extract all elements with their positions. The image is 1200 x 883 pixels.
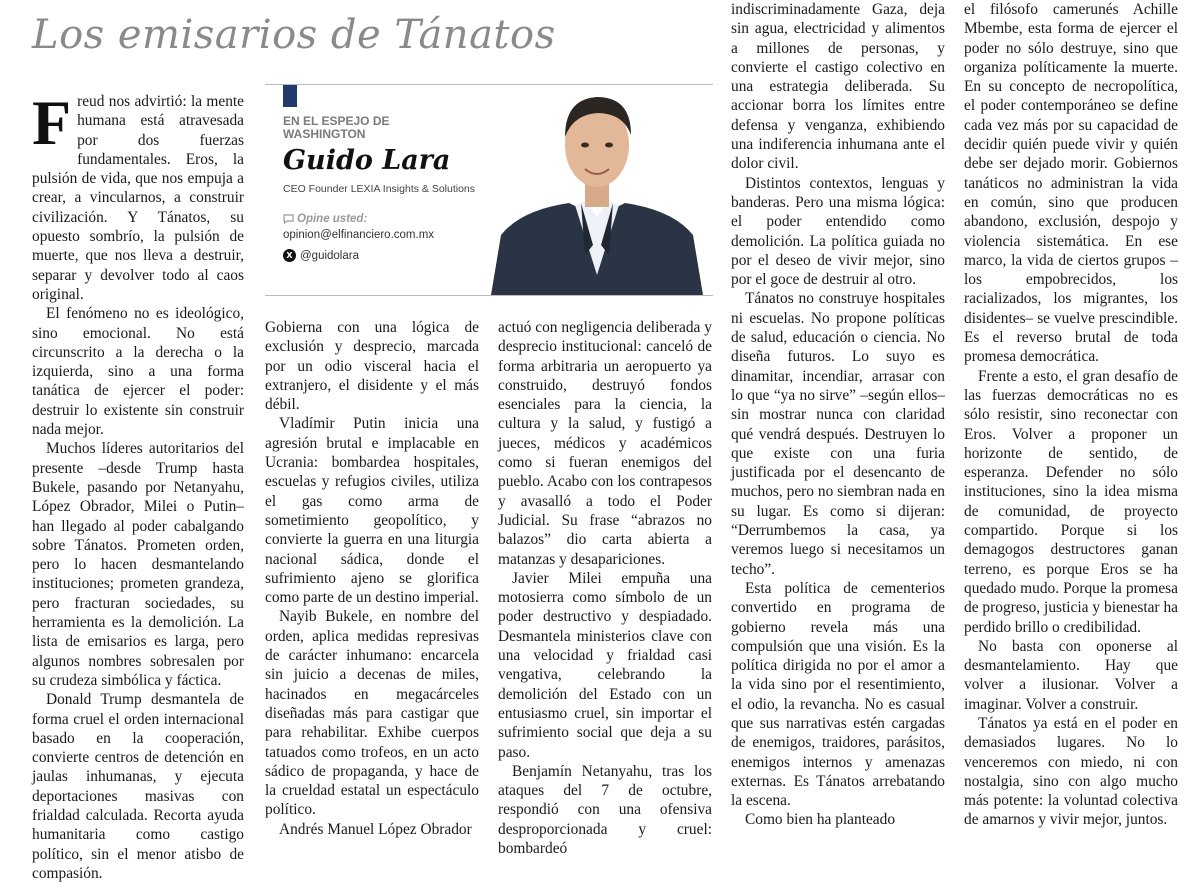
paragraph: Muchos líderes autoritarios del presente –desde Trump hasta Bukele, pasando por Netanyahu, López Obrador, Milei o Putin– han llegado al poder cabalgando sobre Tánatos. Prometen orden, pero lo hacen desmantelando instituciones; prometen grandeza, pero fracturan sociedades, su herramienta es la demolición. La lista de emisarios es larga, pero algunos nombres sobresalen por su crudeza simbólica y fáctica. <box>32 440 244 689</box>
paragraph <box>32 87 244 304</box>
column-2 <box>265 318 479 839</box>
email[interactable]: opinion@elfinanciero.com.mx <box>283 229 435 241</box>
column-1 <box>32 87 244 883</box>
paragraph: Tánatos ya está en el poder en demasiados lugares. No lo venceremos con miedo, ni con nostalgia, sino con algo mucho más potente: la voluntad colectiva de amarnos y vivir mejor, juntos. <box>964 714 1178 829</box>
section-title: EN EL ESPEJO DE WASHINGTON <box>283 114 390 141</box>
paragraph: Vladímir Putin inicia una agresión brutal e implacable en Ucrania: bombardea hospitales, escuelas y refugios civiles, utiliza el gas como arma de sometimiento geopolítico, y convierte la guerra en una liturgia nacional sádica, donde el sufrimiento ajeno se glorifica como parte de un destino imperial. <box>265 415 479 607</box>
author-name: Guido Lara <box>283 145 451 176</box>
handle-row <box>283 249 359 262</box>
paragraph: Javier Milei empuña una motosierra como símbolo de un poder destructivo y despiadado. Desmantela ministerios clave con una velocidad y frialdad casi vengativa, celebrando la demolición del Estado con un entusiasmo cruel, sin importar el sufrimiento social que deja a su paso. <box>498 569 712 761</box>
paragraph: Nayib Bukele, en nombre del orden, aplica medidas represivas de carácter inhumano: encarcela sin juicio a decenas de miles, hacinados en megacárceles diseñadas más para castigar que para rehabilitar. Exhibe cuerpos tatuados como trofeos, en un acto sádico de propaganda, y hace de la crueldad estatal un espectáculo político. <box>265 608 479 819</box>
headline: Los emisarios de Tánatos <box>32 12 556 58</box>
column-3 <box>498 318 712 858</box>
paragraph: Gobierna con una lógica de exclusión y desprecio, marcada por un odio visceral hacia el extranjero, el disidente y el más débil. <box>265 319 479 414</box>
paragraph: Donald Trump desmantela de forma cruel el orden internacional basado en la cooperación, convierte centros de detención en jaulas inhumanas, y ejecuta deportaciones masivas con frialdad calculada. Recorta ayuda humanitaria como castigo político, sin el menor atisbo de compasión. <box>32 691 244 882</box>
paragraph-text: reud nos advirtió: la mente humana está atravesada por dos fuerzas fundamentales. Eros, la pulsión de vida, que nos empuja a crear, a vincularnos, a construir civilización. Y Tánatos, su opuesto sombrío, la pulsión de muerte, que nos lleva a destruir, separar y devolver todo al caos original. <box>32 93 244 303</box>
paragraph: actuó con negligencia deliberada y desprecio institucional: canceló de forma arbitraria un aeropuerto ya construido, destruyó fondos esenciales para la ciencia, la cultura y la salud, y fustigó a jueces, médicos y académicos como si fueran enemigos del pueblo. Acabo con los contrapesos y avasalló a todo el Poder Judicial. Su frase “abrazos no balazos” dio carta abierta a matanzas y desapariciones. <box>498 319 712 568</box>
paragraph: Benjamín Netanyahu, tras los ataques del 7 de octubre, respondió con una ofensiva desproporcionada y cruel: bombardeó <box>498 762 712 858</box>
paragraph: No basta con oponerse al desmantelamiento. Hay que volver a ilusionar. Volver a imaginar. Volver a construir. <box>964 637 1178 713</box>
column-4 <box>731 0 945 830</box>
twitter-handle[interactable]: @guidolara <box>300 249 359 262</box>
paragraph: Distintos contextos, lenguas y banderas. Pero una misma lógica: el poder entendido como demolición. La política guiada no por el deseo de vivir mejor, sino por el goce de destruir al otro. <box>731 174 945 289</box>
paragraph: indiscriminadamente Gaza, deja sin agua, electricidad y alimentos a millones de personas, y convierte el castigo colectivo en una estrategia deliberada. Su accionar borra los límites entre defensa y venganza, exhibiendo una indiferencia inhumana ante el dolor civil. <box>731 1 945 173</box>
x-logo-icon: X <box>283 249 296 262</box>
author-role: CEO Founder LEXIA Insights & Solutions <box>283 183 476 195</box>
column-5 <box>964 0 1178 830</box>
author-box <box>265 84 713 296</box>
speech-bubble-icon <box>283 214 294 224</box>
paragraph: El fenómeno no es ideológico, sino emocional. No está circunscrito a la derecha o la izquierda, sino a una forma tanática de ejercer el poder: destruir lo existente sin construir nada mejor. <box>32 305 244 439</box>
paragraph: el filósofo camerunés Achille Mbembe, esta forma de ejercer el poder no sólo destruye, sino que organiza políticamente la muerte. En su concepto de necropolítica, el poder contemporáneo se define cada vez más por su capacidad de decidir quién puede vivir y quién debe ser dejado morir. Gobiernos tanáticos no administran la vida en común, sino que producen abandono, exclusión, despojo y violencia sistemática. En ese marco, la vida de ciertos grupos –los empobrecidos, los racializados, los migrantes, los disidentes– se vuelve prescindible. Es el reverso brutal de toda promesa democrática. <box>964 1 1178 366</box>
paragraph: Frente a esto, el gran desafío de las fuerzas democráticas no es sólo resistir, sino reconectar con Eros. Volver a proponer un horizonte de sentido, de esperanza. Defender no sólo instituciones, sino la idea misma de comunidad, de proyecto compartido. Porque si los demagogos destructores ganan terreno, es porque Eros se ha quedado mudo. Porque la promesa de progreso, justicia y bienestar ha perdido brillo o credibilidad. <box>964 367 1178 636</box>
paragraph: Andrés Manuel López Obrador <box>279 820 472 838</box>
paragraph: Como bien ha planteado <box>745 811 896 829</box>
contact-label-row <box>283 213 367 225</box>
paragraph: Tánatos no construye hospitales ni escuelas. No propone políticas de salud, educación o ciencia. No diseña futuros. Lo suyo es dinamitar, incendiar, arrasar con lo que “ya no sirve” –según ellos– sin mostrar nunca con claridad qué vendrá después. Destruyen lo que existe con una furia justificada por el desencanto de muchos, pero no siembran nada en su lugar. Es como si dijeran: “Derrumbemos la casa, ya veremos luego si necesitamos un techo”. <box>731 290 945 578</box>
section-marker <box>283 85 297 107</box>
author-portrait <box>481 85 713 295</box>
paragraph: Esta política de cementerios convertido en programa de gobierno revela más una compulsión que una visión. Es la política dirigida no por el amor a la vida sino por el resentimiento, el odio, la revancha. No es casual que sus narrativas estén cargadas de enemigos, traidores, parásitos, enemigos internos y amenazas externas. Es Tánatos arrebatando la escena. <box>731 579 945 810</box>
contact-label: Opine usted: <box>297 213 368 225</box>
dropcap: F <box>32 87 72 158</box>
